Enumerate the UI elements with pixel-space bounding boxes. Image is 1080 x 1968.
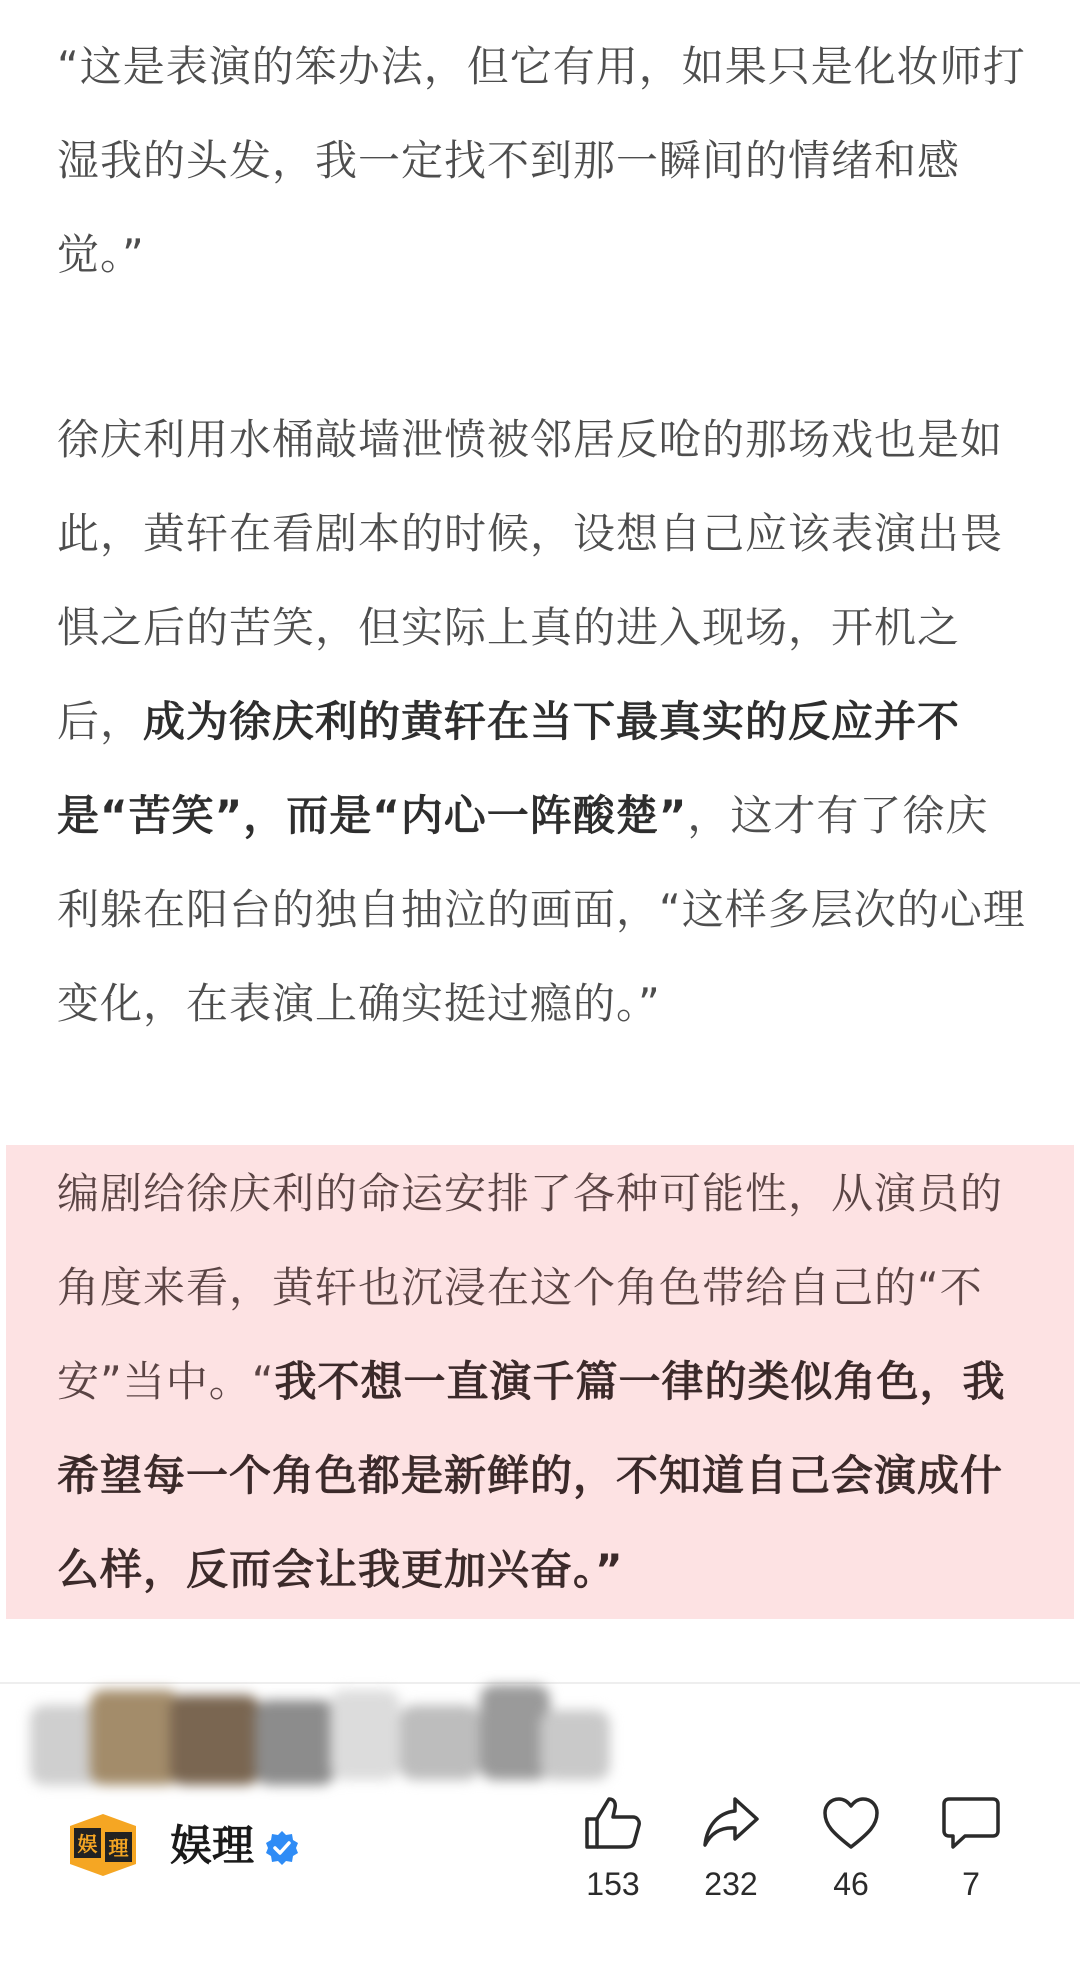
comment-count: 7	[962, 1866, 980, 1902]
share-arrow-icon	[701, 1795, 761, 1851]
divider	[0, 1682, 1080, 1684]
verified-badge-icon	[264, 1830, 300, 1866]
thumbs-up-icon	[583, 1795, 643, 1851]
paragraph-highlighted	[57, 1147, 1027, 1617]
closing-quote: ”	[595, 1545, 624, 1594]
bold-emphasis: 我不想一直演千篇一律的类似角色，我希望每一个角色都是新鲜的，不知道自己会演成什么样，反而会让我更加兴奋。	[57, 1357, 1006, 1594]
paragraph-scene	[57, 393, 1027, 1051]
heart-icon	[821, 1795, 881, 1851]
favorite-count: 46	[833, 1866, 869, 1902]
like-count: 153	[586, 1866, 640, 1902]
paragraph-text: 编剧给徐庆利的命运安排了各种可能性，从演员的角度来看，黄轩也沉浸在这个角色带给自己的“不安”当中。“	[57, 1169, 1004, 1406]
favorite-button[interactable]	[796, 1795, 906, 1903]
paragraph-text: “这是表演的笨办法，但它有用，如果只是化妆师打湿我的头发，我一定找不到那一瞬间的情绪和感觉。”	[57, 42, 1026, 279]
share-count: 232	[704, 1866, 758, 1902]
paragraph-text: 徐庆利用水桶敲墙泄愤被邻居反呛的那场戏也是如此，黄轩在看剧本的时候，设想自己应该表演出畏惧之后的苦笑，但实际上真的进入现场，开机之后，	[57, 415, 1004, 746]
brand-name[interactable]: 娱理	[170, 1821, 255, 1870]
brand-logo-icon[interactable]	[68, 1812, 138, 1878]
bold-emphasis: 成为徐庆利的黄轩在当下最真实的反应并不是“苦笑”，而是“内心一阵酸楚”	[57, 697, 961, 840]
paragraph-text: ，这才有了徐庆利躲在阳台的独自抽泣的画面，“这样多层次的心理变化，在表演上确实挺过瘾的。”	[57, 791, 1026, 1028]
like-button[interactable]	[558, 1795, 668, 1903]
logo-char: 理	[108, 1836, 129, 1860]
comment-button[interactable]	[916, 1795, 1026, 1903]
paragraph-quote	[57, 20, 1027, 302]
post-footer	[0, 1780, 1080, 1968]
comment-bubble-icon	[941, 1795, 1001, 1851]
blurred-image-strip	[30, 1685, 630, 1795]
share-button[interactable]	[676, 1795, 786, 1903]
logo-char: 娱	[77, 1832, 98, 1856]
